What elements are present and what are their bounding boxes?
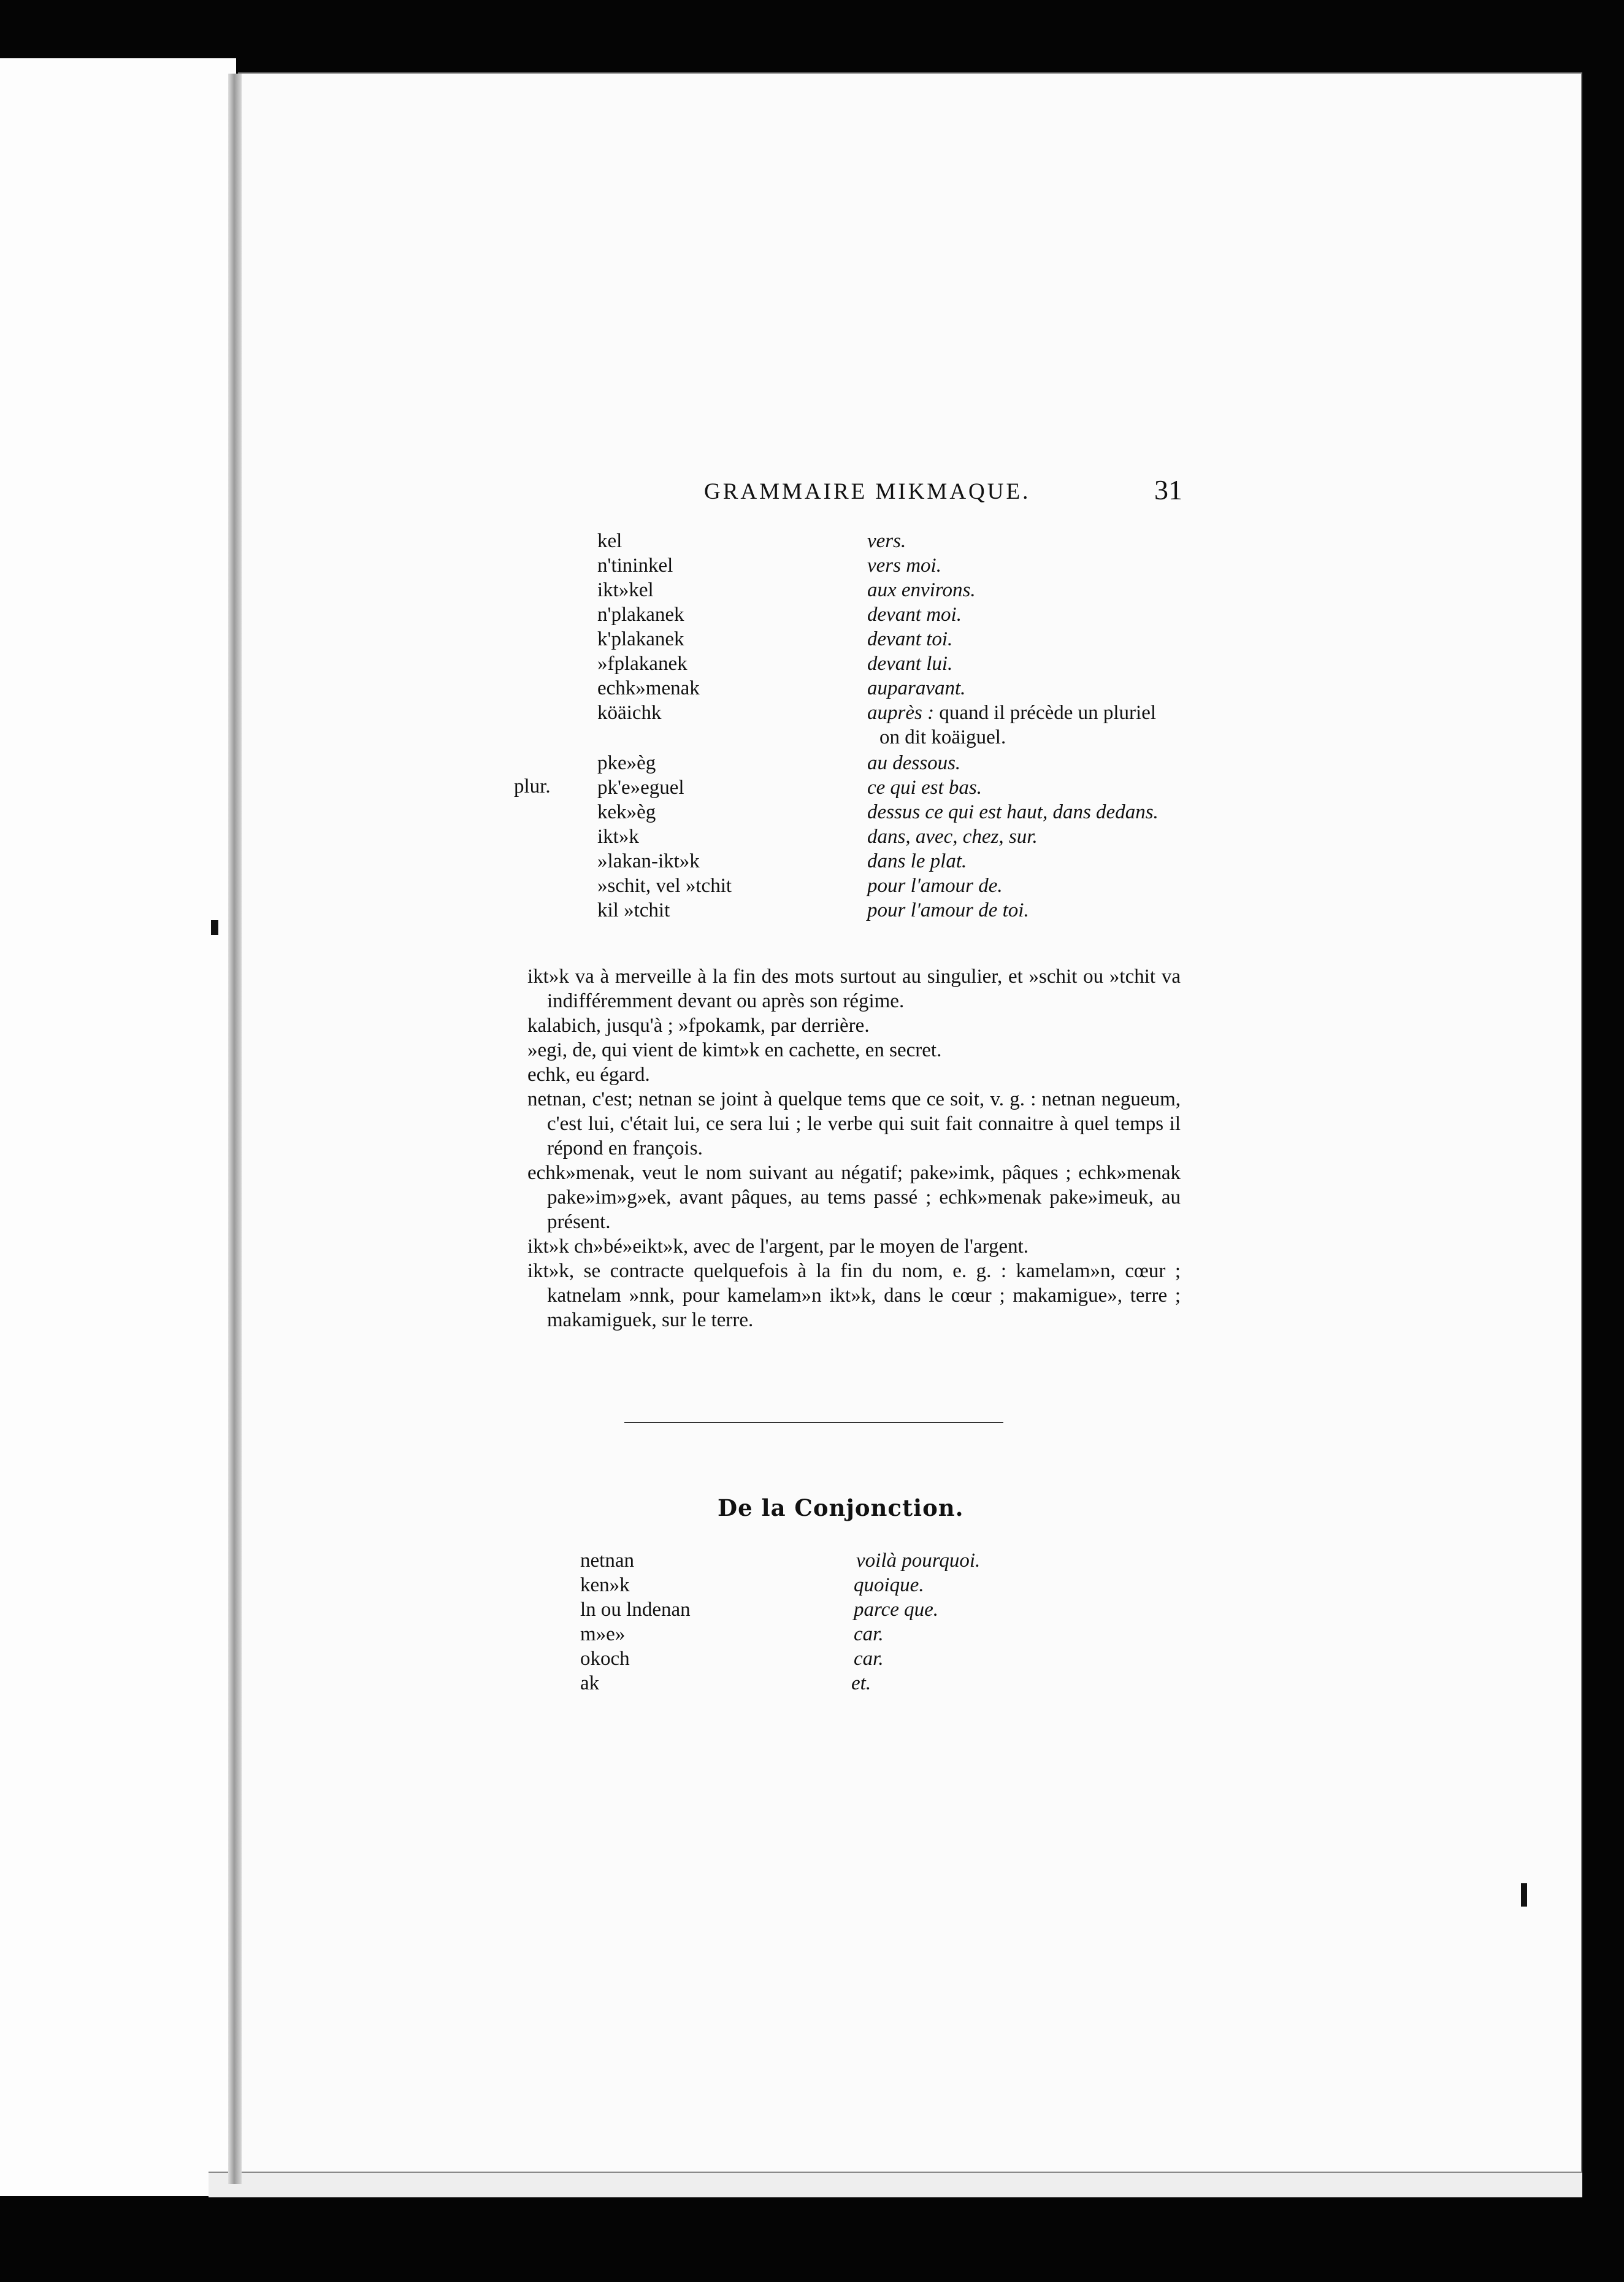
- entry-term: ikt»kel: [597, 579, 654, 601]
- note-paragraph: ikt»k va à merveille à la fin des mots surtout au singulier, et »schit ou »tchit va indifféremment devant ou après son régime.: [527, 966, 1181, 1012]
- entry-term: m»e»: [580, 1623, 626, 1645]
- plural-label: plur.: [514, 775, 551, 797]
- entry-gloss: devant lui.: [867, 653, 953, 675]
- running-header: [704, 474, 1182, 510]
- entry-gloss: auparavant.: [867, 677, 966, 699]
- entry-term: »lakan-ikt»k: [597, 850, 700, 872]
- entry-gloss: vers.: [867, 530, 906, 552]
- entry-gloss: devant moi.: [867, 604, 962, 626]
- entry-gloss: dessus ce qui est haut, dans dedans.: [867, 801, 1159, 823]
- note-paragraph: echk»menak, veut le nom suivant au négatif; pake»imk, pâques ; echk»menak pake»im»g»ek, avant pâques, au tems passé ; echk»menak pake»imeuk, au présent.: [527, 1162, 1181, 1233]
- gloss-roman: quand il précède un pluriel: [934, 702, 1157, 724]
- section-title: De la Conjonction.: [718, 1494, 964, 1521]
- entry-gloss: dans, avec, chez, sur.: [867, 826, 1038, 848]
- entry-gloss: quoique.: [854, 1574, 924, 1596]
- entry-gloss: voilà pourquoi.: [856, 1550, 981, 1572]
- entry-term: kil »tchit: [597, 899, 670, 921]
- note-paragraph: ikt»k, se contracte quelquefois à la fin du nom, e. g. : kamelam»n, cœur ; katnelam »nnk, pour kamelam»n ikt»k, dans le cœur ; makamigue», terre ; makamiguek, sur le terre.: [527, 1260, 1181, 1331]
- entry-term: okoch: [580, 1648, 630, 1670]
- entry-gloss: pour l'amour de toi.: [867, 899, 1029, 921]
- entry-gloss: pour l'amour de.: [867, 875, 1003, 897]
- entry-gloss: ce qui est bas.: [867, 777, 982, 799]
- book-gutter: [228, 74, 242, 2184]
- entry-term: »fplakanek: [597, 653, 688, 675]
- page-number: 31: [1154, 474, 1182, 505]
- entry-gloss: parce que.: [854, 1599, 939, 1621]
- entry-term: pk'e»eguel: [597, 777, 684, 799]
- margin-mark: [1521, 1883, 1527, 1907]
- entry-gloss: car.: [854, 1648, 884, 1670]
- gloss-italic: auprès :: [867, 702, 935, 724]
- note-paragraph: »egi, de, qui vient de kimt»k en cachette, en secret.: [527, 1039, 942, 1061]
- header-title: GRAMMAIRE MIKMAQUE.: [704, 479, 1031, 504]
- entry-gloss: vers moi.: [867, 555, 941, 577]
- margin-mark: [211, 920, 218, 935]
- entry-term: ln ou lndenan: [580, 1599, 691, 1621]
- note-paragraph: echk, eu égard.: [527, 1064, 650, 1086]
- left-page-leaf: [0, 58, 236, 2196]
- gloss-continuation: on dit koäiguel.: [879, 726, 1006, 748]
- note-paragraph: ikt»k ch»bé»eikt»k, avec de l'argent, par le moyen de l'argent.: [527, 1235, 1029, 1258]
- entry-gloss: aux environs.: [867, 579, 976, 601]
- entry-gloss: devant toi.: [867, 628, 953, 650]
- entry-term: kek»èg: [597, 801, 656, 823]
- page-bottom-edge: [209, 2172, 1582, 2197]
- entry-term: ikt»k: [597, 826, 639, 848]
- entry-term: ak: [580, 1672, 600, 1694]
- entry-term: köäichk: [597, 702, 662, 724]
- entry-gloss: car.: [854, 1623, 884, 1645]
- entry-gloss: et.: [851, 1672, 871, 1694]
- entry-gloss: dans le plat.: [867, 850, 967, 872]
- entry-term: k'plakanek: [597, 628, 684, 650]
- entry-term: n'plakanek: [597, 604, 684, 626]
- entry-gloss: au dessous.: [867, 752, 961, 774]
- entry-term: kel: [597, 530, 622, 552]
- entry-term: ken»k: [580, 1574, 630, 1596]
- entry-term: echk»menak: [597, 677, 700, 699]
- entry-gloss: [867, 701, 1156, 725]
- note-paragraph: kalabich, jusqu'à ; »fpokamk, par derrière.: [527, 1015, 870, 1037]
- entry-term: n'tininkel: [597, 555, 673, 577]
- usage-notes: [527, 964, 1181, 1332]
- section-divider: [624, 1422, 1003, 1423]
- note-paragraph: netnan, c'est; netnan se joint à quelque tems que ce soit, v. g. : netnan negueum, c'est lui, c'était lui, ce sera lui ; le verbe qui suit fait connaitre à quel temps il répond en françois.: [527, 1088, 1181, 1159]
- entry-term: netnan: [580, 1550, 634, 1572]
- entry-term: »schit, vel »tchit: [597, 875, 732, 897]
- entry-term: pke»èg: [597, 752, 656, 774]
